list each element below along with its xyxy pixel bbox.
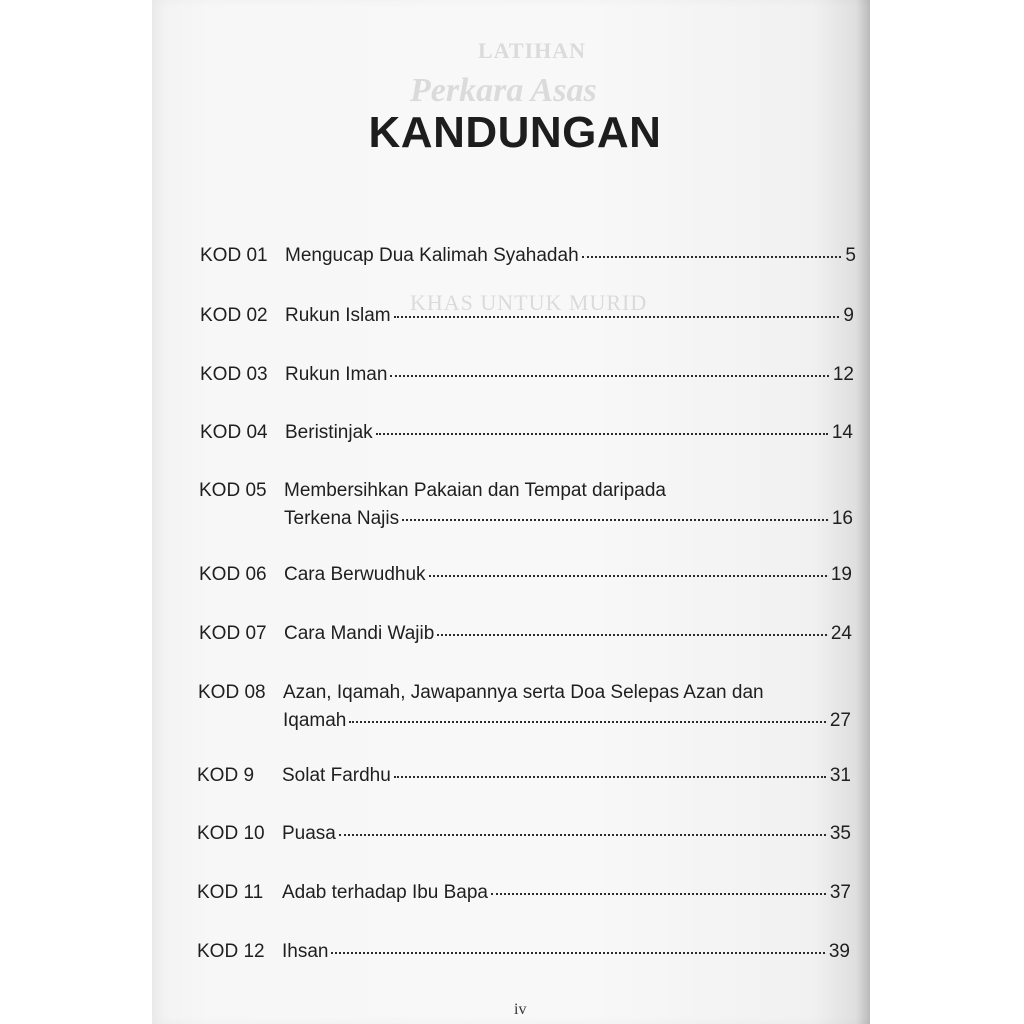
dot-leader [390,375,828,377]
toc-code: KOD 08 [198,682,266,703]
toc-code: KOD 04 [200,422,268,443]
toc-code: KOD 01 [200,245,268,266]
toc-entry [197,822,851,882]
toc-title-line: Rukun Iman [285,364,388,385]
toc-title-line: Terkena Najis [284,508,400,529]
toc-title-line: Beristinjak [285,422,373,443]
toc-code: KOD 12 [197,941,265,962]
toc-title-line: Membersihkan Pakaian dan Tempat daripada [284,480,666,501]
dot-leader [437,634,827,636]
toc-code: KOD 06 [199,564,267,585]
toc-title-line: Iqamah [283,710,347,731]
toc-code: KOD 9 [197,765,255,786]
toc-entry [199,563,852,623]
toc-page-number: 37 [829,882,851,903]
toc-entry [200,304,854,364]
toc-title-line: Adab terhadap Ibu Bapa [282,882,489,903]
dot-leader [376,433,828,435]
toc-entry [200,421,853,481]
toc-title-line: Cara Mandi Wajib [284,623,435,644]
toc-page-number: 27 [829,710,851,731]
dot-leader [582,256,842,258]
toc-title-line: Cara Berwudhuk [284,564,426,585]
toc-title-line: Rukun Islam [285,305,391,326]
toc-code: KOD 03 [200,364,268,385]
toc-page-number: 24 [830,623,852,644]
toc-code: KOD 05 [199,480,267,501]
show-through-text: KHAS UNTUK MURID [410,290,648,315]
toc-code: KOD 10 [197,823,265,844]
toc-title-line: Ihsan [282,941,329,962]
dot-leader [339,834,826,836]
toc-page-number: 16 [831,508,853,529]
dot-leader [491,893,826,895]
toc-entry [197,764,851,824]
toc-title-line: Puasa [282,823,336,844]
dot-leader [402,519,828,521]
toc-entry [197,881,851,941]
toc-entry [198,681,851,741]
toc-entry [200,363,854,423]
toc-entry [197,940,850,1000]
toc-page-number: 39 [828,941,850,962]
page-title: KANDUNGAN [368,108,662,157]
toc-entry [199,479,853,539]
dot-leader [331,952,824,954]
toc-page-number: 19 [830,564,852,585]
toc-entry [199,622,852,682]
dot-leader [429,575,827,577]
toc-code: KOD 11 [197,882,264,903]
toc-page-number: 5 [845,245,856,266]
toc-code: KOD 07 [199,623,267,644]
toc-title-line: Mengucap Dua Kalimah Syahadah [285,245,579,266]
toc-page-number: 9 [843,305,854,326]
page-number-footer: iv [514,1001,527,1018]
toc-page-number: 12 [832,364,854,385]
toc-page-number: 35 [829,823,851,844]
dot-leader [349,721,825,723]
dot-leader [394,776,826,778]
toc-page-number: 31 [829,765,851,786]
toc-entry [200,244,856,304]
toc-title-line: Azan, Iqamah, Jawapannya serta Doa Selepas Azan dan [283,682,764,703]
toc-code: KOD 02 [200,305,268,326]
toc-title-line: Solat Fardhu [282,765,391,786]
toc-page-number: 14 [831,422,853,443]
dot-leader [394,316,840,318]
show-through-text: Perkara Asas [410,72,597,109]
show-through-text: LATIHAN [478,38,587,63]
